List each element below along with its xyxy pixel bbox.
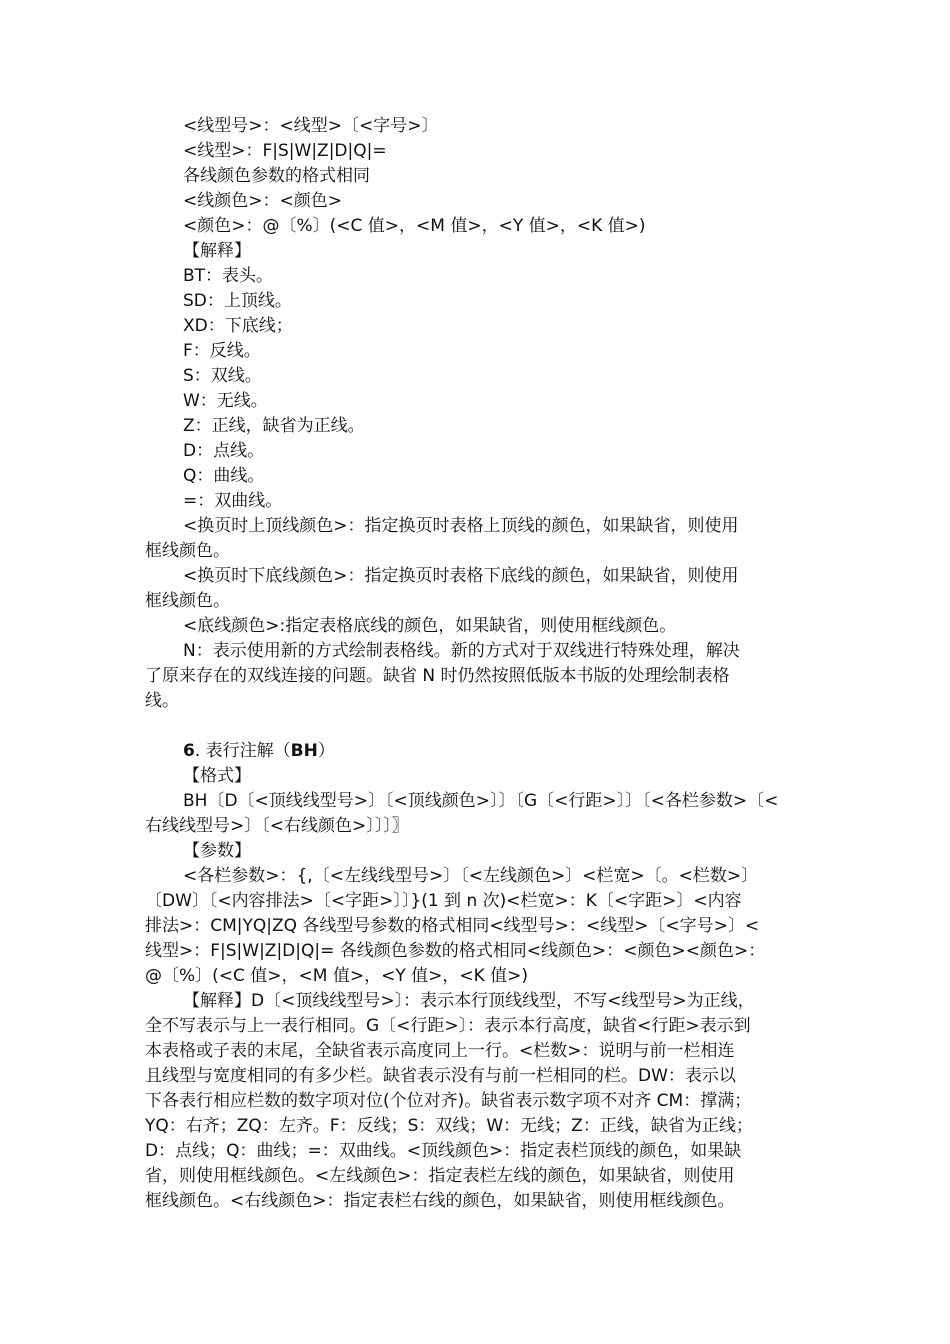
text-line: Q：曲线。 — [183, 466, 265, 486]
explain-line: 【解释】D〔<顶线线型号>〕：表示本行顶线线型，不写<线型号>为正线， — [183, 991, 755, 1011]
section-number: 6 — [183, 741, 195, 761]
text-line: SD：上顶线。 — [183, 291, 292, 311]
text-line: Z：正线，缺省为正线。 — [183, 416, 365, 436]
text-line: 各线颜色参数的格式相同 — [183, 166, 370, 186]
explain-line: 框线颜色。<右线颜色>：指定表栏右线的颜色，如果缺省，则使用框线颜色。 — [145, 1191, 735, 1211]
explain-line: YQ：右齐；ZQ：左齐。F：反线；S：双线；W：无线；Z：正线，缺省为正线； — [145, 1116, 753, 1136]
section-title — [183, 740, 335, 762]
format-line: 右线线型号>〕〔<右线颜色>〕〕〕〗 — [145, 816, 409, 836]
text-line: <线颜色>：<颜色> — [183, 191, 342, 211]
paragraph-n: N：表示使用新的方式绘制表格线。新的方式对于双线进行特殊处理，解决 — [183, 641, 740, 661]
params-heading: 【参数】 — [183, 841, 251, 861]
paragraph-bottom-color: <换页时下底线颜色>：指定换页时表格下底线的颜色，如果缺省，则使用 — [183, 566, 739, 586]
format-line: BH〔D〔<顶线线型号>〕〔<顶线颜色>〕〕〔G〔<行距>〕〕〔<各栏参数>〔< — [183, 791, 779, 811]
text-line: S：双线。 — [183, 366, 262, 386]
explain-line: 本表格或子表的末尾，全缺省表示高度同上一行。<栏数>：说明与前一栏相连 — [145, 1041, 735, 1061]
text-line: <线型号>：<线型>〔<字号>〕 — [183, 116, 439, 136]
paragraph-top-color-cont: 框线颜色。 — [145, 541, 230, 561]
params-line: @〔%〕(<C 值>，<M 值>，<Y 值>，<K 值>) — [145, 966, 529, 986]
section-title-text: . 表行注解（ — [194, 741, 291, 761]
paragraph-bottom-color-cont: 框线颜色。 — [145, 591, 230, 611]
params-line: <各栏参数>：{,〔<左线线型号>〕〔<左线颜色>〕<栏宽>〔。<栏数>〕 — [183, 866, 759, 886]
section-title-close: ） — [317, 741, 335, 761]
text-line: BT：表头。 — [183, 266, 274, 286]
text-line: W：无线。 — [183, 391, 268, 411]
text-line: <线型>：F|S|W|Z|D|Q|= — [183, 141, 387, 161]
paragraph-n-cont: 线。 — [145, 691, 179, 711]
paragraph-top-color: <换页时上顶线颜色>：指定换页时表格上顶线的颜色，如果缺省，则使用 — [183, 516, 739, 536]
explain-heading: 【解释】 — [183, 241, 251, 261]
paragraph-base-color: <底线颜色>:指定表格底线的颜色，如果缺省，则使用框线颜色。 — [183, 616, 677, 636]
text-line: F：反线。 — [183, 341, 261, 361]
params-line: 排法>：CM|YQ|ZQ 各线型号参数的格式相同<线型号>：<线型>〔<字号>〕< — [145, 916, 760, 936]
paragraph-n-cont: 了原来存在的双线连接的问题。缺省 N 时仍然按照低版本书版的处理绘制表格 — [145, 666, 730, 686]
params-line: 线型>：F|S|W|Z|D|Q|= 各线颜色参数的格式相同<线颜色>：<颜色><颜色>： — [145, 941, 766, 961]
text-line: XD：下底线； — [183, 316, 293, 336]
explain-line: D：点线；Q：曲线；=：双曲线。<顶线颜色>：指定表栏顶线的颜色，如果缺 — [145, 1141, 742, 1161]
explain-line: 下各表行相应栏数的数字项对位(个位对齐)。缺省表示数字项不对齐 CM：撑满； — [145, 1091, 752, 1111]
format-heading: 【格式】 — [183, 766, 251, 786]
explain-line: 全不写表示与上一表行相同。G〔<行距>〕：表示本行高度，缺省<行距>表示到 — [145, 1016, 751, 1036]
section-code: BH — [290, 741, 318, 761]
params-line: 〔DW〕〔<内容排法>〔<字距>〕〕}(1 到 n 次)<栏宽>：K〔<字距>〕<内容 — [145, 891, 742, 911]
explain-line: 且线型与宽度相同的有多少栏。缺省表示没有与前一栏相同的栏。DW：表示以 — [145, 1066, 736, 1086]
text-line: D：点线。 — [183, 441, 265, 461]
text-line: =：双曲线。 — [183, 491, 283, 511]
text-line: <颜色>：@〔%〕(<C 值>，<M 值>，<Y 值>，<K 值>) — [183, 216, 646, 236]
explain-line: 省，则使用框线颜色。<左线颜色>：指定表栏左线的颜色，如果缺省，则使用 — [145, 1166, 735, 1186]
